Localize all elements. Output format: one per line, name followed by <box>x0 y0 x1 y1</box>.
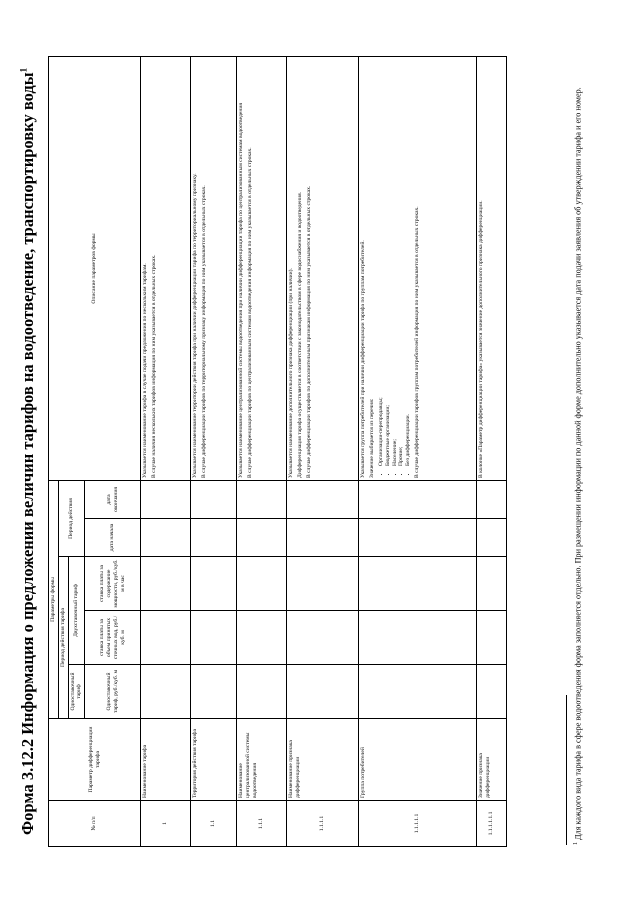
header-num: № п/п <box>49 801 141 847</box>
table-row <box>287 56 359 846</box>
list-item: • Население; <box>392 59 399 466</box>
header-period-action: Период действия <box>58 480 84 556</box>
row-description <box>287 56 359 480</box>
desc-text: В случае наличия нескольких тарифов информация по ним указывается в отдельных строках. <box>151 254 158 478</box>
row-description <box>191 56 237 480</box>
footnote-separator <box>566 695 567 845</box>
desc-text: В случае дифференциации тарифов группам потребителей информация по ним указывается в отдельных строках. <box>413 206 420 478</box>
list-item: • Прочие; <box>398 59 405 466</box>
header-two-rate-capacity: ставка платы за содержание мощности, руб./куб. м в час <box>85 557 141 611</box>
desc-text: В случае дифференциации тарифов по централизованным системам водоотведения информация по ним указывается в отдельных строках. <box>247 147 254 478</box>
list-item: • Бюджетные организации; <box>385 59 392 466</box>
footnote-text: Для каждого вида тарифа в сфере водоотведения форма заполняется отдельно. При размещении информации по данной форме дополнительно указывается дата подачи заявления об утверждении тарифа и его номер. <box>573 87 583 840</box>
table-row <box>477 56 507 846</box>
desc-text: В случае дифференциации тарифов по дополнительным признакам информация по ним указывается в отдельных строках. <box>305 185 312 478</box>
header-date-end: дата окончания <box>85 480 141 518</box>
row-num: 1.1.1.1.1.1 <box>477 801 507 847</box>
desc-text: Указывается наименование тарифа в случае подачи предложения по нескольким тарифам. <box>142 263 149 478</box>
desc-text: В случае дифференциации тарифов по территориальному признаку информация по ним указывается в отдельных строках. <box>201 185 208 478</box>
list-item: • Без дифференциации. <box>405 59 412 466</box>
row-param: Наименование тарифа <box>141 719 191 801</box>
row-param: Территория действия тарифа <box>191 719 237 801</box>
title-footnote-mark: 1 <box>18 67 29 73</box>
row-param: Группа потребителей <box>359 719 477 801</box>
row-num: 1.1 <box>191 801 237 847</box>
form-title <box>18 67 38 835</box>
header-period-tariff: Период действия тарифа <box>58 557 68 719</box>
form-title-text: Форма 3.12.2 Информация о предложении величин тарифов на водоотведение, транспортировку воды <box>18 72 37 835</box>
row-description <box>359 56 477 480</box>
row-description <box>477 56 507 480</box>
row-param: Наименование признака дифференциации <box>287 719 359 801</box>
row-param: Значение признака дифференциации <box>477 719 507 801</box>
table-row <box>359 56 477 846</box>
table-row <box>191 56 237 846</box>
tariff-form-table <box>48 56 507 847</box>
desc-text: Значение выбирается из перечня: <box>369 398 376 478</box>
header-two-rate: Двухставочный тариф <box>68 557 85 665</box>
header-description: Описание параметров формы <box>49 56 141 480</box>
row-num: 1 <box>141 801 191 847</box>
row-num: 1.1.1.1 <box>287 801 359 847</box>
table-row <box>141 56 191 846</box>
table-row <box>237 56 287 846</box>
row-description <box>237 56 287 480</box>
row-param: Наименование централизованной системы водоотведения <box>237 719 287 801</box>
desc-text: Указывается наименование территории действия тарифа при наличии дифференциации тарифа по территориальному признаку. <box>192 173 199 478</box>
header-param: Параметр дифференциации тарифа <box>49 719 141 801</box>
header-form-params: Параметры формы <box>49 480 59 718</box>
consumer-group-list <box>378 59 412 472</box>
list-item: • Организации-перепродавцы; <box>378 59 385 466</box>
footnote-mark: 1 <box>573 842 579 845</box>
header-one-rate: Одноставочный тариф <box>68 665 85 719</box>
desc-text: Указывается наименование дополнительного признака дифференциации (при наличии). <box>288 268 295 478</box>
row-num: 1.1.1 <box>237 801 287 847</box>
row-num: 1.1.1.1.1 <box>359 801 477 847</box>
header-two-rate-volume: ставка платы за объем принятых сточных вод, руб./куб. м <box>85 611 141 665</box>
footnote <box>572 65 584 845</box>
header-one-rate-sub: Одноставочный тариф, руб./куб. м <box>85 665 141 719</box>
desc-text: Указывается наименование централизованной системы водоотведения при наличии дифференциации тарифа по централизованным системам водоотведения <box>238 103 245 478</box>
desc-text: Дифференциация тарифа осуществляется в соответствии с законодательством в сфере водоснабжения и водоотведения. <box>297 191 304 478</box>
desc-text: В колонке «Параметр дифференциации тарифа» указывается значение дополнительного признака дифференциации. <box>478 200 485 478</box>
header-date-start: дата начала <box>85 519 141 557</box>
row-description <box>141 56 191 480</box>
desc-text: Указывается группа потребителей при наличии дифференциации тарифа по группам потребителей. <box>360 240 367 478</box>
